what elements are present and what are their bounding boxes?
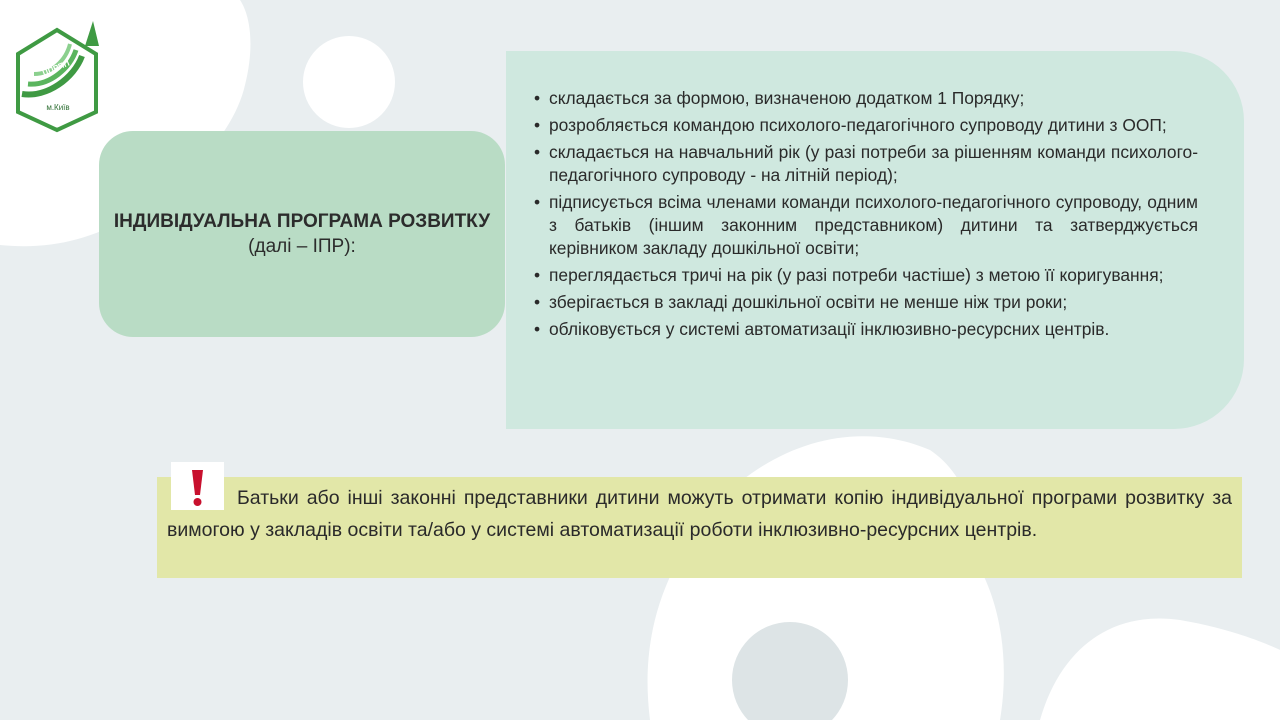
title-box: [99, 131, 505, 337]
note-box: [157, 477, 1242, 578]
title-text: [99, 209, 505, 259]
list-item: • обліковується у системі автоматизації інклюзивно-ресурсних центрів.: [534, 318, 1198, 341]
title-bold: ІНДИВІДУАЛЬНА ПРОГРАМА РОЗВИТКУ: [113, 211, 491, 232]
list-item: • переглядається тричі на рік (у разі потреби частіше) з метою її коригування;: [534, 264, 1198, 287]
logo: [12, 16, 102, 134]
requirements-list: [506, 51, 1244, 341]
requirements-panel: [506, 51, 1244, 429]
list-item: • складається за формою, визначеною додатком 1 Порядку;: [534, 87, 1198, 110]
note-text: Батьки або інші законні представники дитини можуть отримати копію індивідуальної програми розвитку за вимогою у закладів освіти та/або у системі автоматизації роботи інклюзивно-ресурсних центрів.: [167, 487, 1232, 541]
exclamation-icon: [171, 462, 224, 510]
title-normal: (далі – ІПР):: [248, 236, 356, 257]
logo-top-text: ЦПРПП: [41, 58, 71, 78]
list-item: • зберігається в закладі дошкільної освіти не менше ніж три роки;: [534, 291, 1198, 314]
list-item: • підписується всіма членами команди психолого-педагогічного супроводу, одним з батьків (іншим законним представником) дитини та затверджується керівником закладу дошкільної освіти;: [534, 191, 1198, 260]
list-item: • розробляється командою психолого-педагогічного супроводу дитини з ООП;: [534, 114, 1198, 137]
list-item: • складається на навчальний рік (у разі потреби за рішенням команди психолого-педагогічного супроводу - на літній період);: [534, 141, 1198, 187]
logo-bottom-text: м.Київ: [46, 103, 70, 112]
